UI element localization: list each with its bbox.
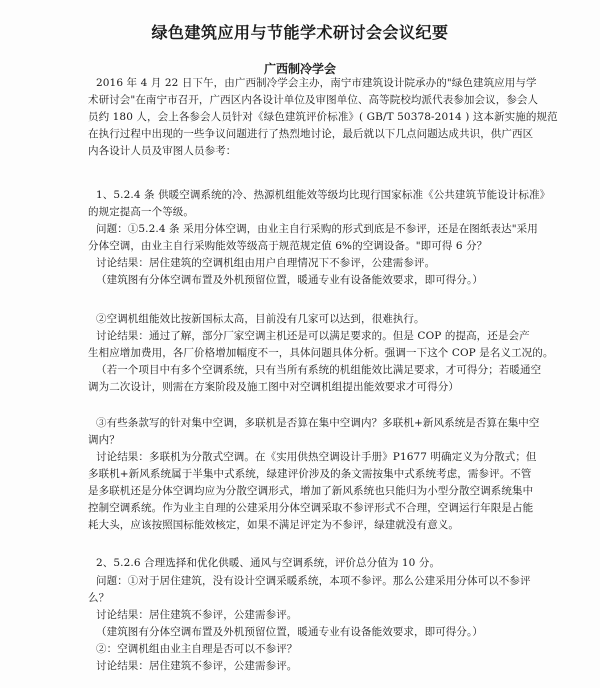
question-line: ②：空调机组由业主自理是否可以不参评？ (96, 643, 298, 655)
note-line: （建筑图有分体空调布置及外机预留位置，暖通专业有设备能效要求，即可得分。） (96, 274, 483, 286)
result-line: 是多联机还是分体空调均应为分散空调形式，增加了新风系统也只能归为小型分散空调系统集中 (88, 485, 534, 497)
question-line: ②空调机组能效比按新国标太高，目前没有几家可以达到，很难执行。 (96, 313, 425, 325)
question-line: ③有些条款写的针对集中空调，多联机是否算在集中空调内？多联机+新风系统是否算在集中空 (96, 417, 540, 429)
section-heading-line: 1、5.2.4 条 供暖空调系统的冷、热源机组能效等级均比现行国家标准《公共建筑节能设计标准》 (96, 189, 551, 201)
note-line: （若一个项目中有多个空调系统，只有当所有系统的机组能效比满足要求，才可得分；若暖通空 (96, 364, 542, 376)
question-line: 问题：①5.2.4 条 采用分体空调，由业主自行采购的形式到底是不参评，还是在图纸表达"采用 (96, 223, 538, 235)
question-line: 问题：①对于居住建筑，没有设计空调采暖系统，本项不参评。那么公建采用分体可以不参评 (96, 575, 531, 587)
paragraph-line: 内各设计人员及审图人员参考： (88, 145, 237, 157)
result-line: 控制空调系统。作为业主自理的公建采用分体空调采取不参评形式不合理，空调运行年限是占能 (88, 502, 534, 514)
result-line: 讨论结果：居住建筑不参评，公建需参评。 (96, 660, 298, 672)
document-title: 绿色建筑应用与节能学术研讨会会议纪要 (151, 23, 449, 42)
question-line: 么？ (88, 592, 110, 604)
section-heading-line: 2、5.2.6 合理选择和优化供暖、通风与空调系统，评价总分值为 10 分。 (96, 557, 441, 569)
question-line: 分体空调，由业主自行采购能效等级高于规范规定值 6%的空调设备。"即可得 6 分？ (88, 240, 488, 252)
question-line: 调内？ (88, 434, 120, 446)
result-line: 讨论结果：居住建筑的空调机组由用户自理情况下不参评，公建需参评。 (96, 257, 436, 269)
result-line: 生相应增加费用，各厂价格增加幅度不一，具体问题具体分析。强调一下这个 COP 是名义工况的。 (88, 347, 554, 359)
paragraph-line: 员约 180 人，会上各参会人员针对《绿色建筑评价标准》( GB/T 50378-2014 ) 这本新实施的规范 (88, 111, 558, 123)
note-line: （建筑图有分体空调布置及外机预留位置，暖通专业有设备能效要求，即可得分。） (96, 626, 483, 638)
note-line: 调为二次设计，则需在方案阶段及施工图中对空调机组提出能效要求才可得分） (88, 381, 459, 393)
result-line: 讨论结果：多联机为分散式空调。在《实用供热空调设计手册》P1677 明确定义为分散式；但 (96, 451, 537, 463)
result-line: 多联机+新风系统属于半集中式系统，绿建评价涉及的条文需按集中式系统考虑，需参评。不管 (88, 468, 532, 480)
result-line: 耗大头，应该按照国标能效核定，如果不满足评定为不参评，绿建就没有意义。 (88, 519, 459, 531)
paragraph-line: 2016 年 4 月 22 日下午，由广西制冷学会主办，南宁市建筑设计院承办的"绿色建筑应用与学 (96, 77, 537, 89)
result-line: 讨论结果：居住建筑不参评，公建需参评。 (96, 609, 298, 621)
paragraph-line: 术研讨会"在南宁市召开，广西区内各设计单位及审图单位、高等院校均派代表参加会议，参会人 (88, 94, 539, 106)
section-heading-line: 的规定提高一个等级。 (88, 206, 194, 218)
paragraph-line: 在执行过程中出现的一些争议问题进行了热烈地讨论，最后就以下几点问题达成共识，供广西区 (88, 128, 534, 140)
organization-name: 广西制冷学会 (263, 62, 336, 76)
result-line: 讨论结果：通过了解，部分厂家空调主机还是可以满足要求的。但是 COP 的提高，还是会产 (96, 330, 530, 342)
